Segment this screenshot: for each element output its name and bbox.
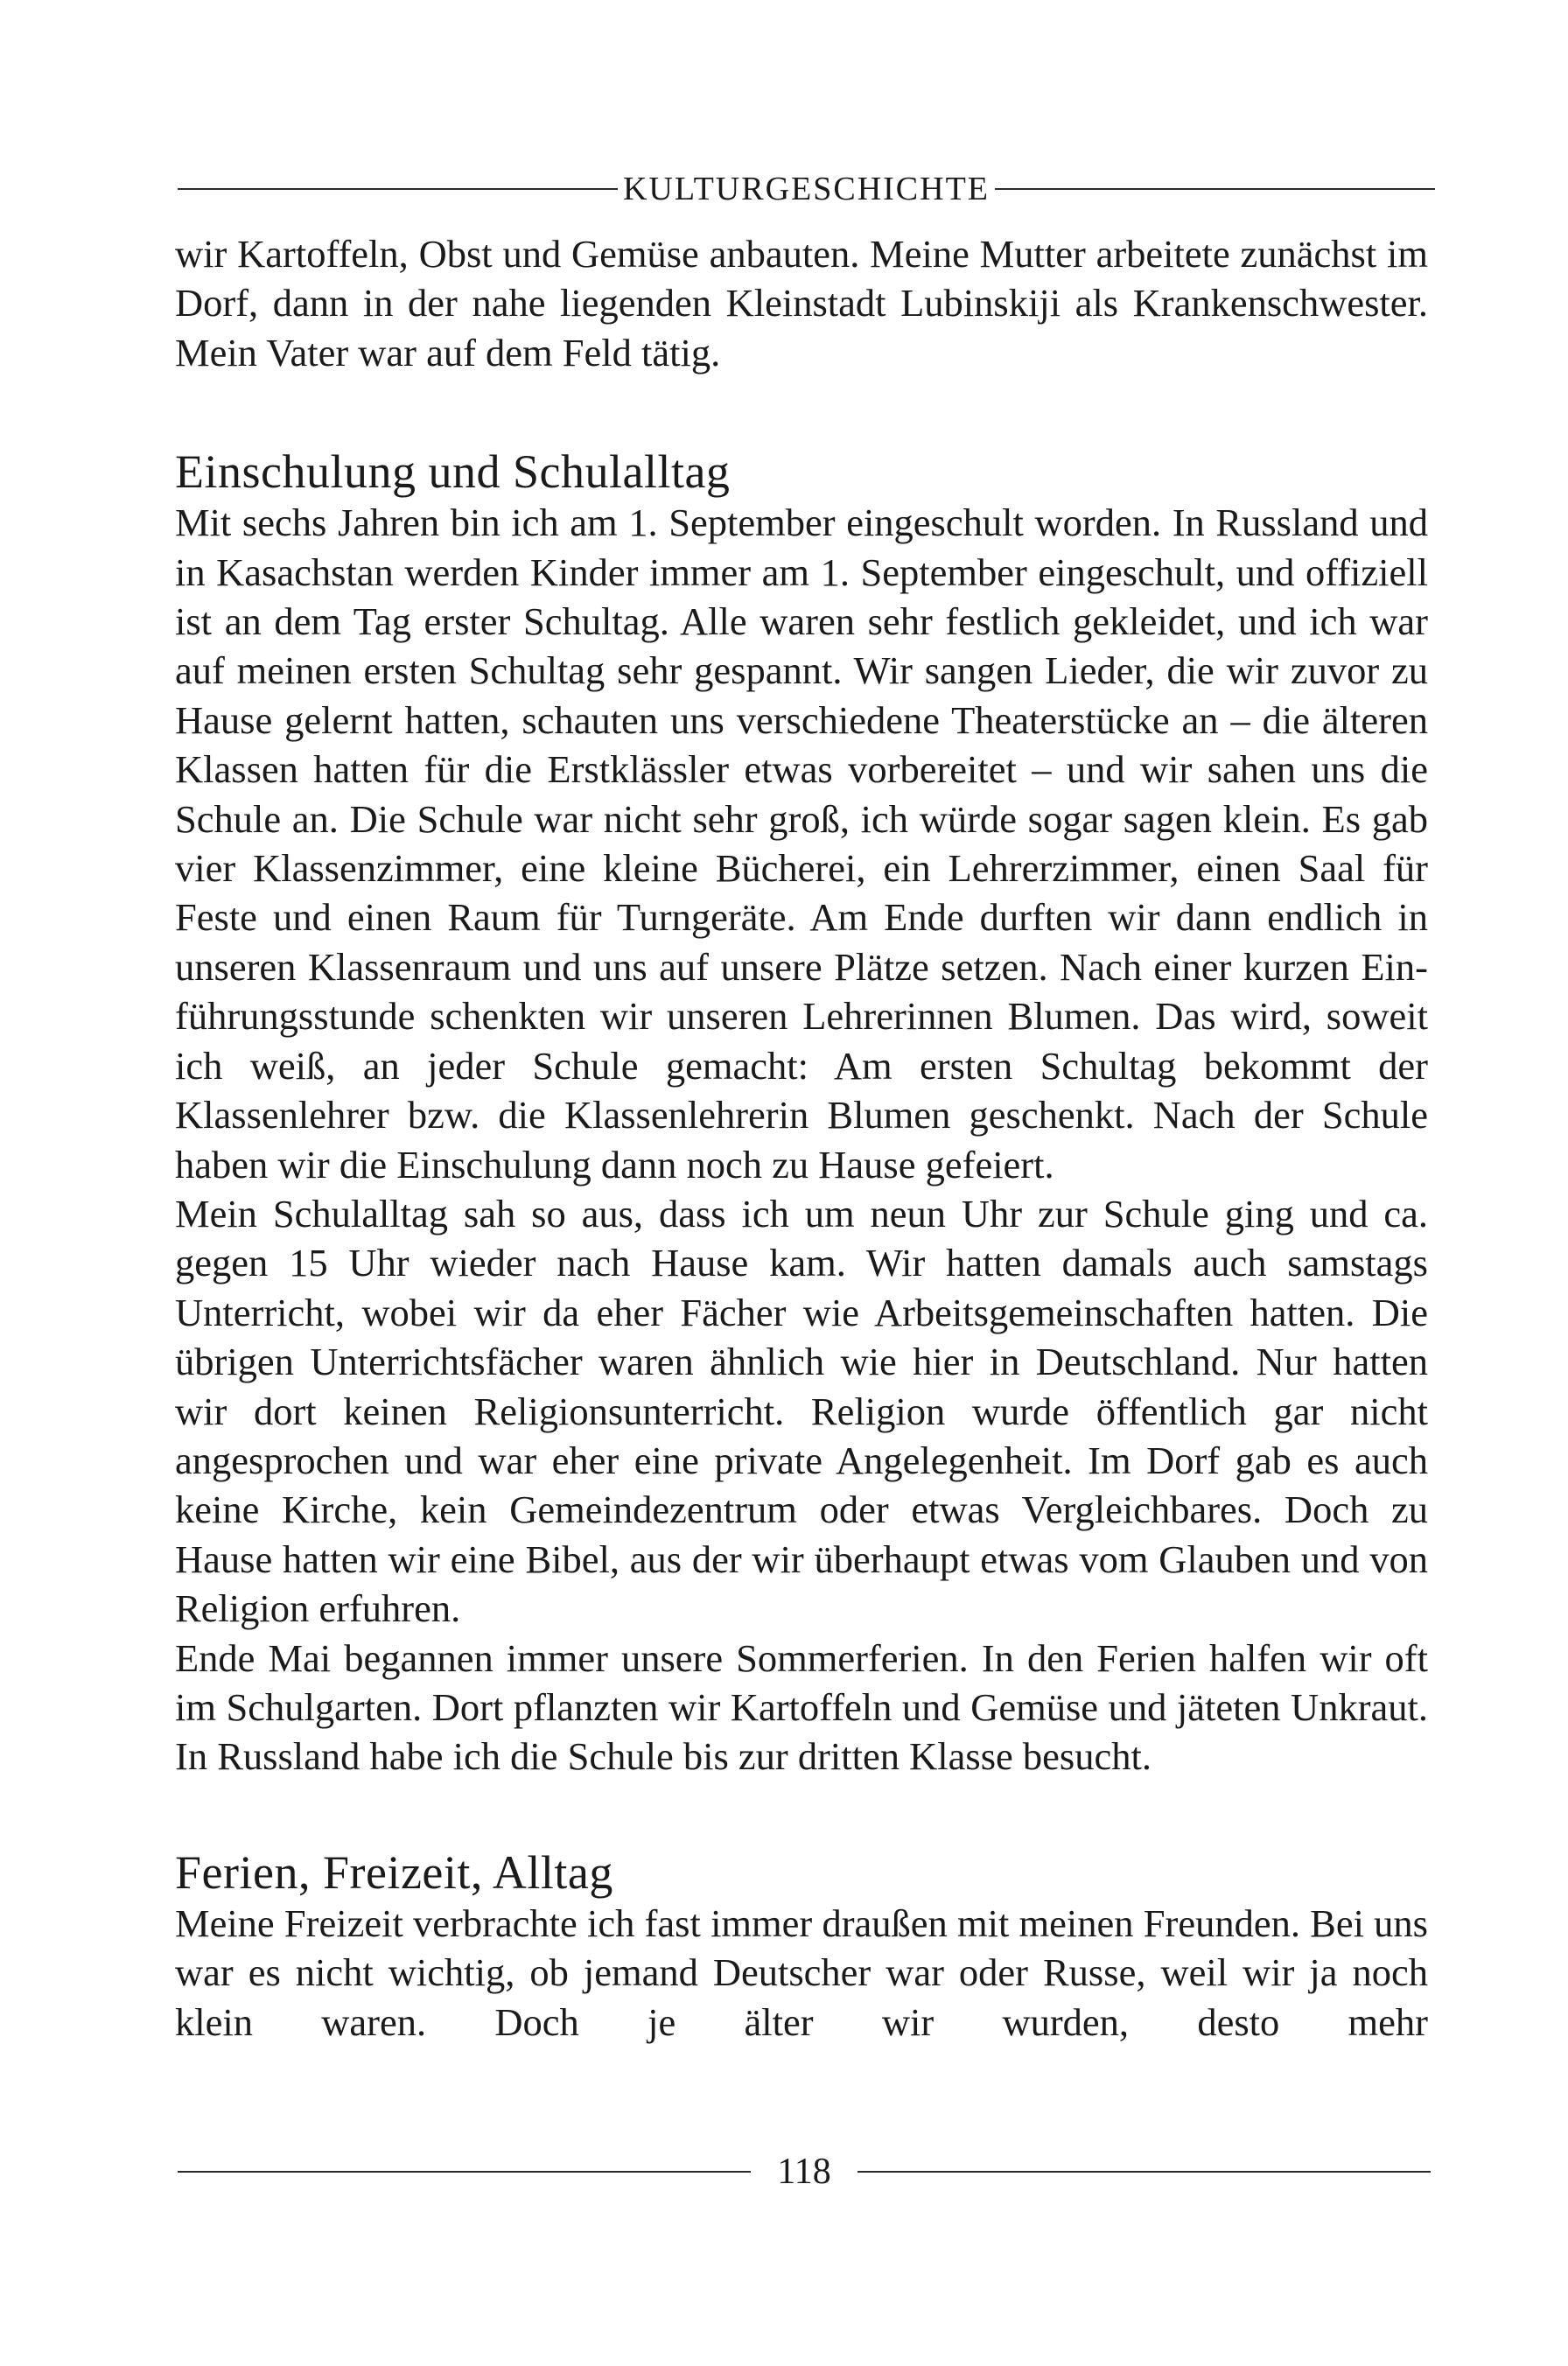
- page-footer: [178, 2147, 1431, 2196]
- paragraph: Mein Schulalltag sah so aus, dass ich um neun Uhr zur Schule ging und ca. gegen 15 Uhr wieder nach Hause kam. Wir hatten damals auch samstags Unterricht, wobei wir da eher Fächer wie Arbeitsgemeinschaften hatten. Die übrigen Unterrichtsfächer waren ähnlich wie hier in Deutschland. Nur hatten wir dort keinen Religionsunterricht. Religion wurde öffentlich gar nicht angesprochen und war eher eine private Angelegenheit. Im Dorf gab es auch keine Kirche, kein Gemeindezentrum oder etwas Vergleichbares. Doch zu Hause hatten wir eine Bibel, aus der wir überhaupt etwas vom Glauben und von Religion erfuhren.: [175, 1191, 1428, 1631]
- paragraph: Ende Mai begannen immer unsere Sommerferien. In den Ferien halfen wir oft im Schulgarten. Dort pflanzten wir Kartoffeln und Gemüse und jäteten Unkraut. In Russland habe ich die Schule bis zur dritten Klasse besucht.: [175, 1635, 1428, 1779]
- footer-rule-left: [178, 2171, 751, 2173]
- header-rule-left: [178, 188, 618, 190]
- section-heading-einschulung: Einschulung und Schulalltag: [175, 445, 731, 499]
- section-heading-ferien: Ferien, Freizeit, Alltag: [175, 1845, 613, 1899]
- footer-rule-right: [858, 2171, 1431, 2173]
- opening-paragraph: wir Kartoffeln, Obst und Gemüse anbauten. Meine Mutter arbeitete zunächst im Dorf, dann in der nahe liegenden Kleinstadt Lubinskiji als Krankenschwester. Mein Vater war auf dem Feld tätig.: [175, 232, 1428, 374]
- header-rule-right: [995, 188, 1435, 190]
- paragraph: Meine Freizeit verbrachte ich fast immer draußen mit meinen Freunden. Bei uns war es nicht wichtig, ob jemand Deutscher war oder Russe, weil wir ja noch klein waren. Doch je älter wir wurden, desto mehr: [175, 1900, 1428, 2044]
- paragraph: Mit sechs Jahren bin ich am 1. September eingeschult worden. In Russland und in Kasachstan werden Kinder immer am 1. September eingeschult, und offiziell ist an dem Tag erster Schultag. Alle waren sehr festlich gekleidet, und ich war auf meinen ersten Schultag sehr gespannt. Wir sangen Lieder, die wir zuvor zu Hause gelernt hatten, schauten uns verschiedene Theaterstücke an – die älteren Klassen hatten für die Erstklässler etwas vorbereitet – und wir sahen uns die Schule an. Die Schule war nicht sehr groß, ich würde sogar sagen klein. Es gab vier Klassenzimmer, eine kleine Bücherei, ein Lehrerzimmer, einen Saal für Feste und einen Raum für Turngeräte. Am Ende durften wir dann endlich in unseren Klassenraum und uns auf unsere Plätze setzen. Nach einer kurzen Einführungsstunde schenkten wir unseren Lehrerinnen Blumen. Das wird, soweit ich weiß, an jeder Schule gemacht: Am ersten Schultag bekommt der Klassenlehrer bzw. die Klassenlehrerin Blumen geschenkt. Nach der Schule haben wir die Einschulung dann noch zu Hause gefeiert.: [175, 500, 1428, 1186]
- running-header: [178, 163, 1435, 215]
- page-number: 118: [777, 2152, 831, 2192]
- body-text: [175, 229, 1428, 2047]
- running-header-title: KULTURGESCHICHTE: [622, 171, 990, 207]
